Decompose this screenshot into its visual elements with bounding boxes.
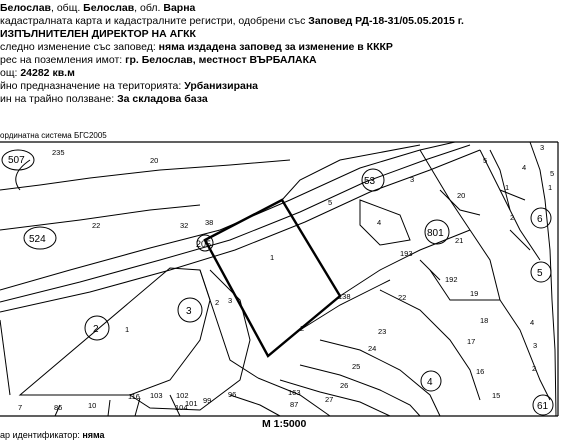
purpose-value: Урбанизирана — [184, 80, 259, 92]
header-line-director — [0, 28, 196, 40]
map-label-22b: 22 — [398, 293, 407, 302]
map-label-15: 15 — [492, 391, 501, 400]
map-label-4c: 4 — [522, 163, 527, 172]
map-label-4a: 4 — [377, 218, 382, 227]
sep: , общ. — [51, 2, 84, 14]
map-label-27: 27 — [325, 395, 334, 404]
map-scale: М 1:5000 — [262, 418, 307, 430]
map-label-24: 24 — [368, 344, 377, 353]
map-circle-524: 524 — [29, 234, 46, 245]
usage-value: За складова база — [117, 93, 208, 105]
map-circle-801: 801 — [427, 228, 444, 239]
map-label-3a: 3 — [410, 175, 415, 184]
map-label-96: 96 — [228, 390, 237, 399]
map-label-22: 22 — [92, 221, 101, 230]
map-label-87: 87 — [290, 400, 299, 409]
header-line-last-change — [0, 41, 393, 53]
director-title: ИЗПЪЛНИТЕЛЕН ДИРЕКТОР НА АГКК — [0, 28, 196, 40]
address-value: гр. Белослав, местност ВЪРБАЛАКА — [125, 54, 317, 66]
map-label-16: 16 — [476, 367, 485, 376]
last-change-label: следно изменение със заповед: — [0, 41, 159, 53]
area-label: ощ: — [0, 67, 21, 79]
header-line-usage — [0, 93, 208, 105]
map-label-116: 116 — [128, 392, 140, 401]
address-label: рес на поземления имот: — [0, 54, 126, 66]
map-label-38: 38 — [205, 218, 214, 227]
map-label-23: 23 — [378, 327, 387, 336]
usage-label: ин на трайно ползване: — [0, 93, 118, 105]
map-label-104: 104 — [175, 403, 188, 412]
map-label-10: 10 — [88, 401, 97, 410]
map-label-18: 18 — [480, 316, 489, 325]
map-label-17: 17 — [467, 337, 476, 346]
header-line-area — [0, 67, 75, 79]
sep: , обл. — [134, 2, 164, 14]
map-label-1a: 1 — [270, 253, 275, 262]
map-label-86: 86 — [54, 403, 63, 412]
last-change-value: няма издадена заповед за изменение в КККР — [158, 41, 393, 53]
map-label-5a: 5 — [328, 198, 333, 207]
map-label-3b: 3 — [228, 296, 233, 305]
map-label-1c: 1 — [505, 183, 510, 192]
city-name: Белослав — [0, 2, 51, 14]
map-label-5b: 5 — [483, 156, 488, 165]
header-line-address — [0, 54, 317, 66]
map-circle-3: 3 — [186, 306, 192, 317]
map-label-99: 99 — [203, 396, 212, 405]
map-label-1b: 1 — [125, 325, 130, 334]
header-line-purpose — [0, 80, 258, 92]
footer-identifier — [0, 430, 105, 440]
map-label-3d: 3 — [540, 143, 545, 152]
map-label-2c: 2 — [532, 364, 537, 373]
map-label-101: 101 — [185, 399, 198, 408]
map-label-2a: 2 — [215, 298, 220, 307]
map-circle-2: 2 — [93, 324, 99, 335]
map-label-32: 32 — [180, 221, 189, 230]
identifier-label: ар идентификатор: — [0, 430, 83, 440]
map-label-4b: 4 — [530, 318, 535, 327]
identifier-value: няма — [82, 430, 105, 440]
purpose-label: йно предназначение на територията: — [0, 80, 185, 92]
map-label-5c: 5 — [550, 169, 555, 178]
map-circle-507: 507 — [8, 155, 25, 166]
order-prefix: кадастралната карта и кадастралните регистри, одобрени със — [0, 15, 309, 27]
map-label-25: 25 — [352, 362, 361, 371]
region-name: Варна — [163, 2, 196, 14]
map-circle-5: 5 — [537, 268, 543, 279]
map-label-1d: 1 — [548, 183, 553, 192]
map-label-163: 163 — [288, 388, 301, 397]
map-label-2b: 2 — [510, 213, 515, 222]
map-label-2d: 2 — [300, 324, 305, 333]
map-label-193: 193 — [400, 249, 413, 258]
map-circle-53: 53 — [364, 176, 376, 187]
map-label-7: 7 — [18, 403, 23, 412]
map-label-102: 102 — [176, 391, 189, 400]
map-circle-61: 61 — [537, 401, 549, 412]
map-label-26: 26 — [340, 381, 349, 390]
header-line-order — [0, 15, 464, 27]
map-label-21: 21 — [455, 236, 464, 245]
coordinate-system-label: ординатна система БГС2005 — [0, 131, 107, 140]
map-circle-6: 6 — [537, 214, 543, 225]
municipality-name: Белослав — [83, 2, 135, 14]
map-label-20: 20 — [150, 156, 159, 165]
map-circle-4: 4 — [427, 377, 433, 388]
map-label-192: 192 — [445, 275, 458, 284]
header-line-location — [0, 2, 195, 14]
map-label-103: 103 — [150, 391, 163, 400]
map-circle-205: 205 — [196, 239, 212, 249]
map-label-19: 19 — [470, 289, 479, 298]
area-value: 24282 кв.м — [20, 67, 75, 79]
map-label-235: 235 — [52, 148, 65, 157]
map-label-3c: 3 — [533, 341, 538, 350]
order-number: Заповед РД-18-31/05.05.2015 г. — [308, 15, 464, 27]
map-label-138: 138 — [338, 292, 351, 301]
map-label-20b: 20 — [457, 191, 466, 200]
